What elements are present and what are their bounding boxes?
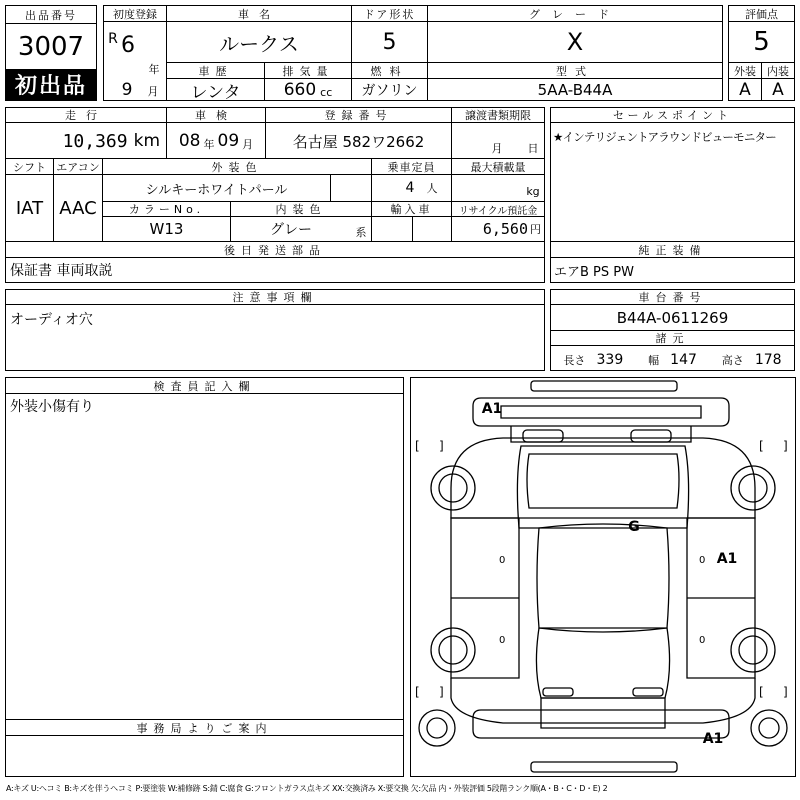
office-label: 事務局よりご案内: [136, 721, 273, 735]
grade-label: グレード: [529, 7, 621, 21]
shift-value: IAT: [15, 198, 44, 219]
svg-text:]: ]: [783, 685, 788, 699]
height-item: [722, 349, 782, 368]
first-reg-label: 初度登録: [113, 7, 157, 21]
width-value: 147: [670, 351, 697, 368]
door-value: 5: [382, 29, 397, 55]
height-value: 178: [754, 351, 782, 368]
svg-text:]: ]: [783, 439, 788, 453]
svg-text:[: [: [759, 439, 764, 453]
recycle-value: 6,560: [482, 220, 528, 238]
inspection-year: 08: [178, 131, 201, 151]
svg-text:0: 0: [499, 555, 506, 566]
svg-text:[: [: [759, 685, 764, 699]
mileage-label: 走行: [65, 109, 107, 122]
inspection-month-unit: 月: [242, 138, 254, 151]
length-label: 長さ: [563, 353, 586, 367]
int-color-unit: 系: [355, 226, 367, 239]
dims-label: 諸元: [655, 332, 690, 345]
first-reg-era: R: [108, 31, 118, 47]
history-value: レンタ: [190, 82, 241, 103]
mark-front-bumper: A1: [481, 401, 503, 417]
car-outline-diagram: [411, 378, 795, 776]
length-value: 339: [596, 351, 624, 368]
svg-text:]: ]: [439, 439, 444, 453]
svg-text:0: 0: [499, 635, 506, 646]
mileage-cell: [6, 124, 166, 158]
legend: A:キズ U:ヘコミ B:キズを伴うヘコミ P:要塗装 W:補修跡 S:錆 C:腐食 G:フロントガラス点キズ XX:交換済み X:要交換 欠:欠品 内・外装評価 5段階ランク順(A・B・C・D・E) 2: [6, 783, 608, 793]
displacement-unit: cc: [320, 85, 333, 99]
ext-color-label: 外装色: [211, 160, 263, 174]
score-label: 評価点: [745, 7, 778, 21]
height-label: 高さ: [721, 353, 744, 367]
recycle-cell: [452, 217, 544, 241]
width-label: 幅: [648, 353, 660, 367]
mileage-value: 10,369: [62, 130, 128, 152]
ext-grade-label: 外装: [734, 64, 756, 78]
ext-grade-value: A: [739, 80, 751, 100]
model-label: 型式: [556, 64, 594, 78]
first-listing-badge: 初出品: [6, 69, 96, 100]
shift-label: シフト: [13, 160, 46, 174]
chassis-value: B44A-0611269: [616, 308, 729, 327]
import-label: 輸入車: [390, 203, 433, 216]
mark-rear-bumper: A1: [702, 731, 724, 747]
mark-roof: G: [628, 519, 640, 535]
svg-text:[: [: [415, 439, 420, 453]
plate-label: 登録番号: [324, 109, 393, 122]
inspector-label: 検査員記入欄: [153, 379, 256, 393]
width-item: [648, 349, 697, 368]
lot-label: 出品番号: [25, 8, 77, 22]
first-reg-month-unit: 月: [147, 85, 159, 98]
inspection-label: 車検: [195, 109, 237, 122]
aircon-label: エアコン: [56, 160, 100, 174]
capacity-value: 4: [405, 180, 415, 196]
capacity-unit: 人: [426, 182, 438, 195]
plate-value: 名古屋 582ワ2662: [292, 132, 425, 151]
max-load-unit: kg: [526, 184, 540, 198]
inspection-cell: [167, 124, 265, 158]
door-label: ドア形状: [363, 7, 416, 21]
max-load-label: 最大積載量: [470, 160, 526, 174]
displacement-value: 660: [283, 80, 317, 100]
sales-point-value: ★インテリジェントアラウンドビューモニター: [553, 130, 776, 144]
mark-right-side: A1: [716, 551, 738, 567]
history-label: 車歴: [198, 64, 233, 78]
int-grade-label: 内装: [767, 64, 789, 78]
lot-box: [5, 5, 97, 101]
capacity-cell: [372, 175, 451, 201]
lot-number: 3007: [17, 32, 85, 62]
int-color-value: グレー: [270, 222, 312, 238]
model-value: 5AA-B44A: [537, 81, 613, 99]
color-no-label: カラーNo.: [128, 203, 205, 216]
grade-value: X: [566, 28, 584, 56]
fuel-label: 燃料: [370, 64, 409, 78]
color-no-value: W13: [149, 220, 184, 238]
car-name: ルークス: [219, 31, 299, 56]
ext-color-value: シルキーホワイトパール: [145, 182, 288, 198]
inspector-box: [5, 377, 404, 777]
displacement-label: 排気量: [282, 64, 334, 78]
recycle-unit: 円: [530, 223, 541, 236]
first-reg-year-unit: 年: [148, 63, 160, 76]
transfer-label: 譲渡書類期限: [465, 109, 531, 122]
int-color-label: 内装色: [275, 203, 327, 216]
chassis-label: 車台番号: [638, 291, 707, 304]
notes-label: 注意事項欄: [232, 291, 318, 304]
transfer-month-unit: 月: [491, 142, 503, 155]
mileage-unit: km: [133, 131, 160, 151]
later-parts-value: 保証書 車両取説: [10, 263, 113, 279]
equipment-value: エアB PS PW: [554, 264, 634, 280]
svg-text:0: 0: [699, 635, 706, 646]
fuel-value: ガソリン: [361, 83, 418, 99]
inspection-year-unit: 年: [203, 138, 215, 151]
aircon-value: AAC: [59, 198, 97, 219]
later-parts-label: 後日発送部品: [224, 243, 326, 257]
inspector-value: 外装小傷有り: [10, 399, 94, 415]
svg-text:[: [: [415, 685, 420, 699]
first-reg-year: 6: [121, 32, 135, 58]
notes-value: オーディオ穴: [10, 312, 93, 328]
score-value: 5: [753, 27, 770, 57]
svg-text:0: 0: [699, 555, 706, 566]
first-reg-month: 9: [121, 80, 133, 100]
equipment-label: 純正装備: [638, 243, 707, 257]
transfer-day-unit: 日: [527, 142, 539, 155]
int-grade-value: A: [772, 80, 784, 100]
length-item: [563, 349, 623, 368]
svg-text:]: ]: [439, 685, 444, 699]
recycle-label: リサイクル預託金: [458, 205, 538, 217]
displacement-cell: [265, 79, 351, 101]
sales-point-label: セールスポイント: [612, 109, 732, 122]
dims-row: [551, 346, 794, 370]
capacity-label: 乗車定員: [387, 160, 436, 174]
car-name-label: 車名: [238, 7, 280, 21]
damage-diagram: [410, 377, 796, 777]
inspection-month: 09: [217, 131, 240, 151]
